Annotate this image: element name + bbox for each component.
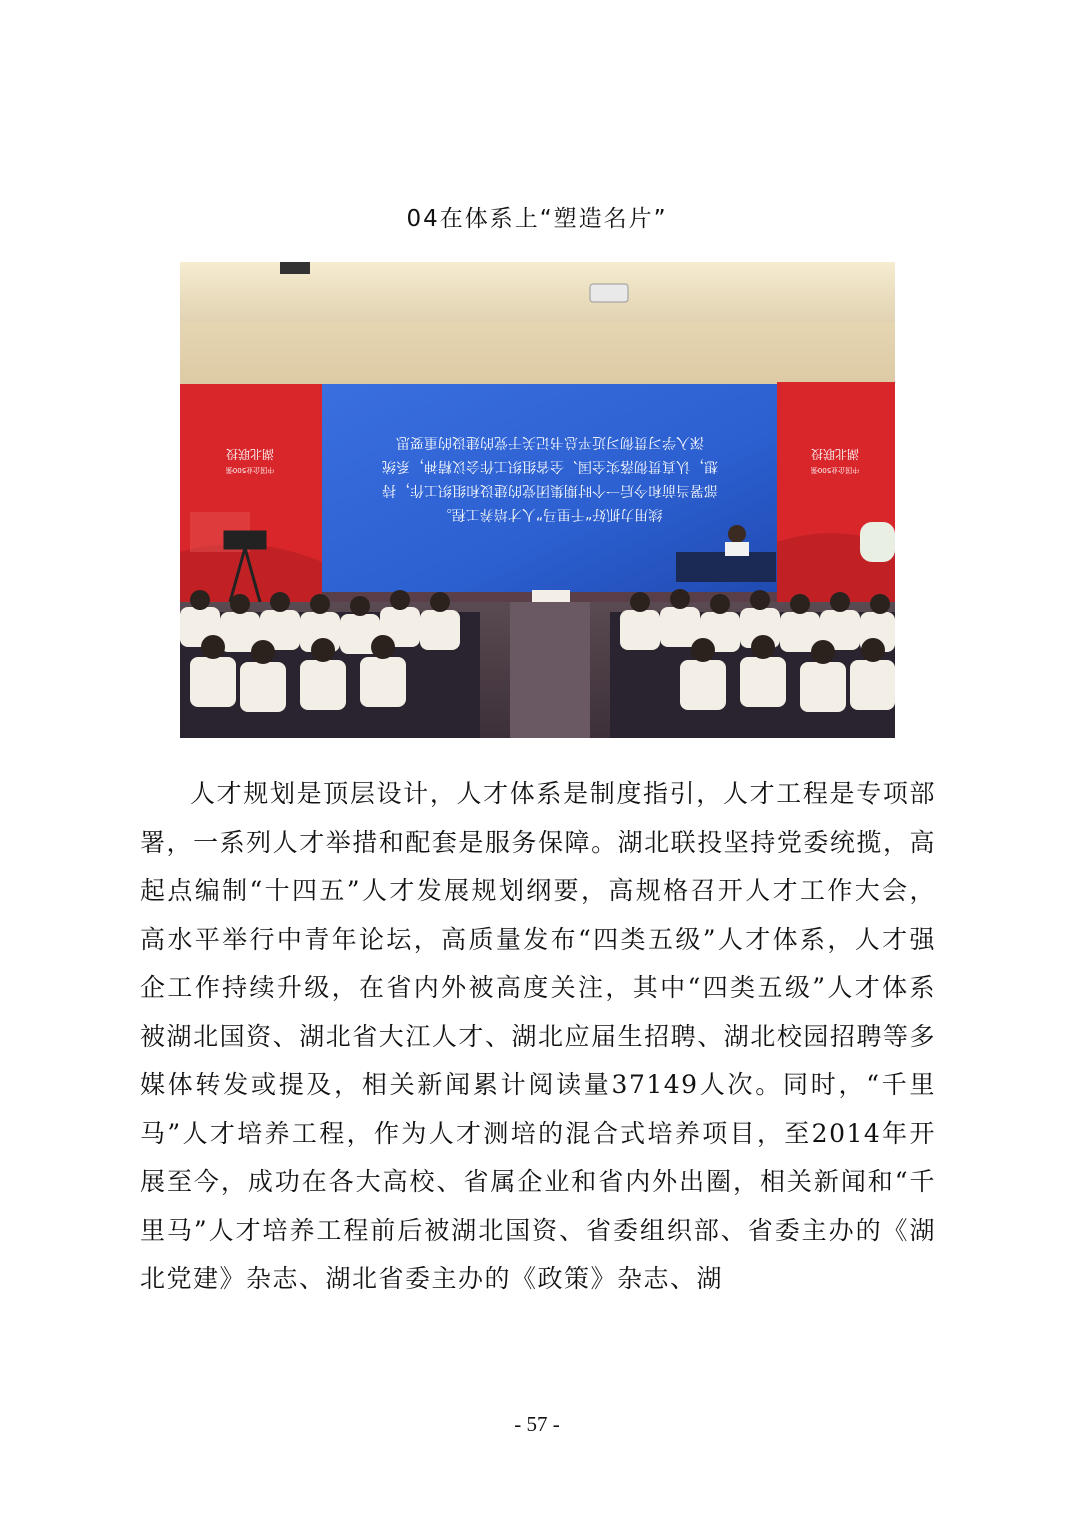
meeting-photo (180, 262, 895, 738)
screen-text-line-3: 部署当前和今后一个时期集团党的建设和组织工作，持 (382, 482, 718, 498)
left-banner-brand: 湖北联投 (225, 447, 275, 461)
screen-text-line-4: 续用力抓好“千里马”人才培养工程。 (437, 506, 663, 522)
flower-decoration (860, 522, 895, 562)
speaker-table (676, 552, 776, 582)
speaker (728, 525, 746, 543)
body-text (140, 770, 936, 1304)
left-banner-sub: 中国企业500强 (225, 466, 275, 474)
right-banner-sub: 中国企业500强 (810, 466, 860, 474)
section-title: 04在体系上“塑造名片” (406, 206, 668, 232)
projector-icon (590, 284, 628, 302)
screen-text-line-1: 深入学习贯彻习近平总书记关于党的建设的重要思 (396, 434, 704, 450)
body-paragraph: 人才规划是顶层设计，人才体系是制度指引，人才工程是专项部署，一系列人才举措和配套是服务保障。湖北联投坚持党委统揽，高起点编制“十四五”人才发展规划纲要，高规格召开人才工作大会，高水平举行中青年论坛，高质量发布“四类五级”人才体系，人才强企工作持续升级，在省内外被高度关注，其中“四类五级”人才体系被湖北国资、湖北省大江人才、湖北应届生招聘、湖北校园招聘等多媒体转发或提及，相关新闻累计阅读量37149人次。同时，“千里马”人才培养工程，作为人才测培的混合式培养项目，至2014年开展至今，成功在各大高校、省属企业和省内外出圈，相关新闻和“千里马”人才培养工程前后被湖北国资、省委组织部、省委主办的《湖北党建》杂志、湖北省委主办的《政策》杂志、湖 (140, 779, 936, 1293)
audience-left (180, 590, 480, 738)
screen-text-line-2: 想，认真贯彻落实全国、全省组织工作会议精神，系统 (382, 458, 718, 474)
page-number: - 57 - (514, 1412, 560, 1436)
right-banner-brand: 湖北联投 (810, 447, 860, 461)
camera-icon (280, 262, 310, 274)
